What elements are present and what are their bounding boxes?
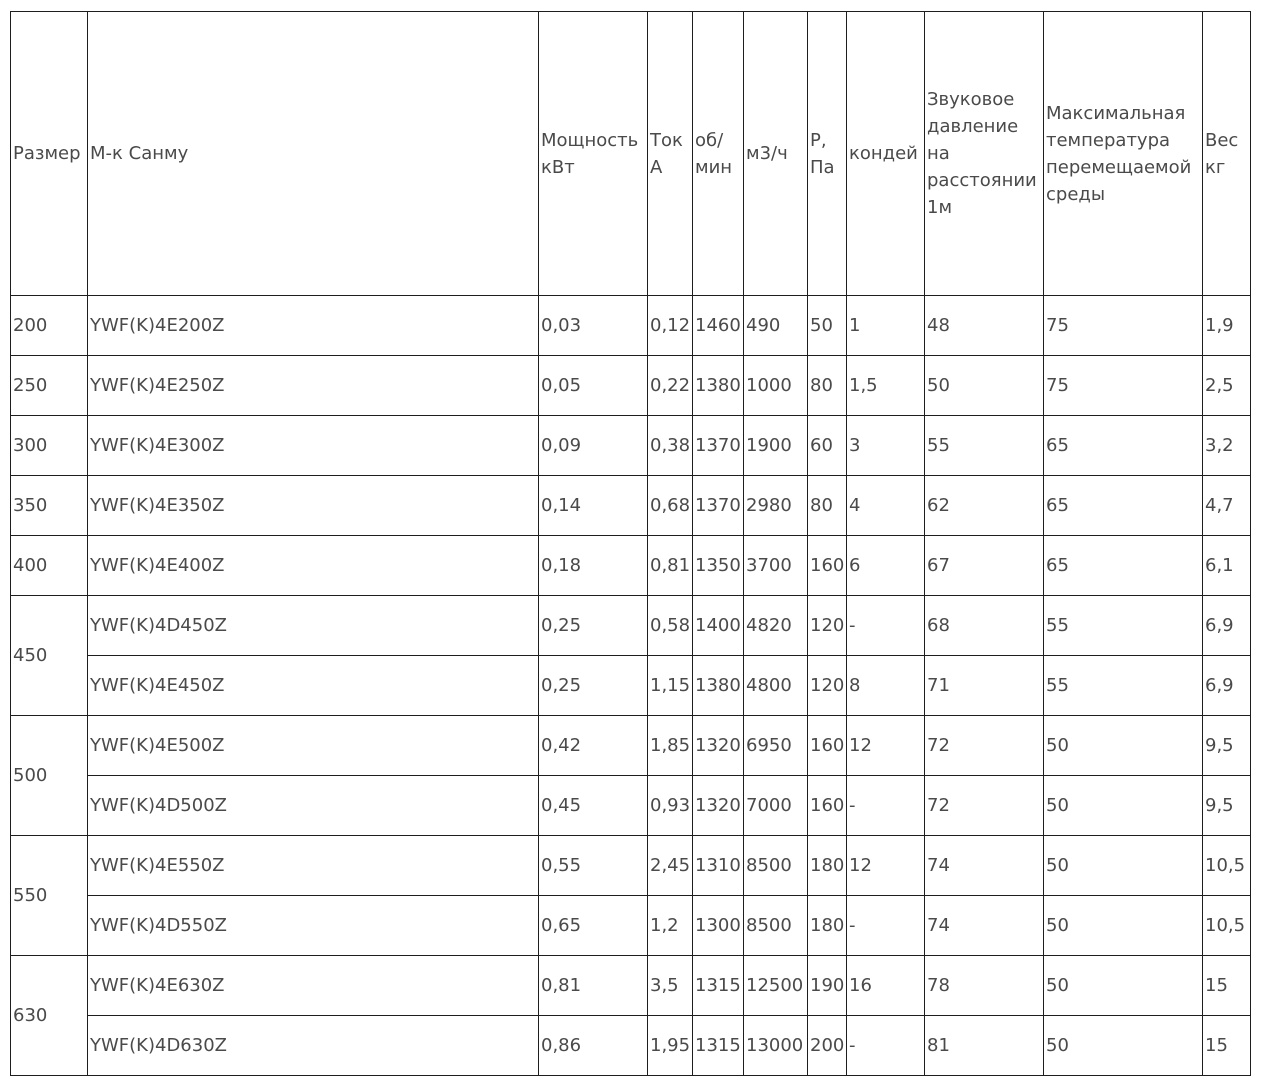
cell-current: 0,38 xyxy=(648,416,693,476)
header-temp xyxy=(1044,12,1203,296)
cell-current: 0,12 xyxy=(648,296,693,356)
cell-rpm: 1320 xyxy=(693,716,744,776)
table-row xyxy=(11,896,1251,956)
cell-temp: 50 xyxy=(1044,716,1203,776)
header-power-line: кВт xyxy=(541,156,575,178)
cell-cond: 12 xyxy=(847,716,925,776)
cell-rpm: 1315 xyxy=(693,956,744,1016)
cell-current: 1,85 xyxy=(648,716,693,776)
cell-cond: 16 xyxy=(847,956,925,1016)
cell-temp: 55 xyxy=(1044,656,1203,716)
table-row xyxy=(11,596,1251,656)
cell-cond: 1 xyxy=(847,296,925,356)
cell-model: YWF(K)4D450Z xyxy=(88,596,539,656)
cell-noise: 72 xyxy=(925,716,1044,776)
cell-pressure: 160 xyxy=(808,716,847,776)
header-pressure xyxy=(808,12,847,296)
header-rpm-line: об/ xyxy=(695,129,724,151)
header-cond-label: кондей xyxy=(849,143,918,164)
cell-flow: 2980 xyxy=(744,476,808,536)
cell-cond: - xyxy=(847,776,925,836)
cell-flow: 7000 xyxy=(744,776,808,836)
cell-size: 550 xyxy=(11,836,88,956)
cell-pressure: 200 xyxy=(808,1016,847,1076)
cell-cond: - xyxy=(847,1016,925,1076)
cell-rpm: 1310 xyxy=(693,836,744,896)
cell-current: 0,22 xyxy=(648,356,693,416)
header-temp-line: температура xyxy=(1046,129,1171,151)
cell-current: 3,5 xyxy=(648,956,693,1016)
cell-size: 630 xyxy=(11,956,88,1076)
cell-size: 500 xyxy=(11,716,88,836)
cell-power: 0,86 xyxy=(539,1016,648,1076)
header-noise-line: на xyxy=(927,143,950,164)
header-row xyxy=(11,12,1251,296)
cell-flow: 8500 xyxy=(744,836,808,896)
header-rpm xyxy=(693,12,744,296)
cell-rpm: 1320 xyxy=(693,776,744,836)
header-noise-line: Звуковое xyxy=(927,89,1015,110)
cell-noise: 62 xyxy=(925,476,1044,536)
cell-cond: 4 xyxy=(847,476,925,536)
cell-size: 250 xyxy=(11,356,88,416)
cell-power: 0,25 xyxy=(539,656,648,716)
cell-noise: 72 xyxy=(925,776,1044,836)
cell-weight: 3,2 xyxy=(1203,416,1251,476)
header-flow xyxy=(744,12,808,296)
cell-flow: 1900 xyxy=(744,416,808,476)
header-noise xyxy=(925,12,1044,296)
cell-noise: 74 xyxy=(925,836,1044,896)
cell-flow: 12500 xyxy=(744,956,808,1016)
cell-temp: 65 xyxy=(1044,536,1203,596)
cell-weight: 6,9 xyxy=(1203,656,1251,716)
cell-rpm: 1300 xyxy=(693,896,744,956)
cell-power: 0,55 xyxy=(539,836,648,896)
cell-weight: 2,5 xyxy=(1203,356,1251,416)
cell-size: 450 xyxy=(11,596,88,716)
cell-rpm: 1380 xyxy=(693,656,744,716)
cell-current: 0,81 xyxy=(648,536,693,596)
header-temp-line: среды xyxy=(1046,183,1106,205)
cell-pressure: 160 xyxy=(808,776,847,836)
cell-temp: 65 xyxy=(1044,416,1203,476)
cell-rpm: 1460 xyxy=(693,296,744,356)
cell-flow: 8500 xyxy=(744,896,808,956)
cell-cond: 3 xyxy=(847,416,925,476)
cell-power: 0,14 xyxy=(539,476,648,536)
cell-pressure: 190 xyxy=(808,956,847,1016)
cell-pressure: 180 xyxy=(808,896,847,956)
cell-flow: 1000 xyxy=(744,356,808,416)
cell-flow: 490 xyxy=(744,296,808,356)
cell-model: YWF(K)4E400Z xyxy=(88,536,539,596)
cell-weight: 4,7 xyxy=(1203,476,1251,536)
cell-power: 0,42 xyxy=(539,716,648,776)
header-cond xyxy=(847,12,925,296)
table-row xyxy=(11,836,1251,896)
cell-temp: 50 xyxy=(1044,776,1203,836)
cell-weight: 9,5 xyxy=(1203,776,1251,836)
cell-temp: 50 xyxy=(1044,896,1203,956)
cell-model: YWF(K)4E300Z xyxy=(88,416,539,476)
cell-weight: 15 xyxy=(1203,1016,1251,1076)
header-weight-line: Вес xyxy=(1205,129,1239,151)
header-model xyxy=(88,12,539,296)
table-body xyxy=(11,296,1251,1076)
table-header xyxy=(11,12,1251,296)
cell-noise: 48 xyxy=(925,296,1044,356)
cell-model: YWF(K)4E250Z xyxy=(88,356,539,416)
cell-noise: 74 xyxy=(925,896,1044,956)
cell-temp: 65 xyxy=(1044,476,1203,536)
cell-power: 0,05 xyxy=(539,356,648,416)
cell-flow: 6950 xyxy=(744,716,808,776)
cell-noise: 78 xyxy=(925,956,1044,1016)
cell-noise: 55 xyxy=(925,416,1044,476)
cell-cond: 1,5 xyxy=(847,356,925,416)
header-power-line: Мощность xyxy=(541,129,639,151)
table-row xyxy=(11,536,1251,596)
table-row xyxy=(11,416,1251,476)
cell-weight: 6,9 xyxy=(1203,596,1251,656)
table-row xyxy=(11,776,1251,836)
cell-noise: 81 xyxy=(925,1016,1044,1076)
header-model-label: М-к Санму xyxy=(90,143,189,164)
cell-weight: 9,5 xyxy=(1203,716,1251,776)
cell-noise: 71 xyxy=(925,656,1044,716)
cell-current: 1,15 xyxy=(648,656,693,716)
header-rpm-line: мин xyxy=(695,156,733,178)
cell-cond: - xyxy=(847,596,925,656)
cell-current: 2,45 xyxy=(648,836,693,896)
cell-power: 0,09 xyxy=(539,416,648,476)
cell-flow: 13000 xyxy=(744,1016,808,1076)
cell-flow: 3700 xyxy=(744,536,808,596)
table-row xyxy=(11,716,1251,776)
cell-cond: 12 xyxy=(847,836,925,896)
cell-model: YWF(K)4E350Z xyxy=(88,476,539,536)
cell-pressure: 160 xyxy=(808,536,847,596)
cell-noise: 67 xyxy=(925,536,1044,596)
header-size xyxy=(11,12,88,296)
cell-weight: 15 xyxy=(1203,956,1251,1016)
cell-model: YWF(K)4E200Z xyxy=(88,296,539,356)
cell-model: YWF(K)4D500Z xyxy=(88,776,539,836)
cell-weight: 10,5 xyxy=(1203,836,1251,896)
cell-current: 1,2 xyxy=(648,896,693,956)
cell-cond: 8 xyxy=(847,656,925,716)
table-row xyxy=(11,956,1251,1016)
header-weight-line: кг xyxy=(1205,156,1226,178)
cell-pressure: 180 xyxy=(808,836,847,896)
cell-size: 200 xyxy=(11,296,88,356)
header-current-line: Ток xyxy=(650,129,683,151)
cell-model: YWF(K)4E550Z xyxy=(88,836,539,896)
cell-flow: 4820 xyxy=(744,596,808,656)
cell-current: 1,95 xyxy=(648,1016,693,1076)
cell-cond: 6 xyxy=(847,536,925,596)
cell-pressure: 60 xyxy=(808,416,847,476)
cell-noise: 50 xyxy=(925,356,1044,416)
cell-power: 0,45 xyxy=(539,776,648,836)
cell-rpm: 1370 xyxy=(693,476,744,536)
cell-size: 300 xyxy=(11,416,88,476)
cell-power: 0,03 xyxy=(539,296,648,356)
cell-model: YWF(K)4D630Z xyxy=(88,1016,539,1076)
header-power xyxy=(539,12,648,296)
cell-pressure: 50 xyxy=(808,296,847,356)
cell-pressure: 120 xyxy=(808,656,847,716)
header-pressure-line: Па xyxy=(810,156,835,178)
header-size-label: Размер xyxy=(13,143,81,164)
cell-rpm: 1380 xyxy=(693,356,744,416)
cell-rpm: 1400 xyxy=(693,596,744,656)
table-row xyxy=(11,656,1251,716)
header-temp-line: Максимальная xyxy=(1046,102,1186,124)
cell-current: 0,58 xyxy=(648,596,693,656)
header-noise-line: 1м xyxy=(927,197,953,218)
cell-temp: 50 xyxy=(1044,836,1203,896)
cell-current: 0,93 xyxy=(648,776,693,836)
table-row xyxy=(11,476,1251,536)
cell-power: 0,65 xyxy=(539,896,648,956)
cell-current: 0,68 xyxy=(648,476,693,536)
cell-power: 0,18 xyxy=(539,536,648,596)
cell-model: YWF(K)4E630Z xyxy=(88,956,539,1016)
cell-weight: 6,1 xyxy=(1203,536,1251,596)
cell-weight: 1,9 xyxy=(1203,296,1251,356)
cell-power: 0,25 xyxy=(539,596,648,656)
cell-size: 400 xyxy=(11,536,88,596)
cell-temp: 50 xyxy=(1044,1016,1203,1076)
cell-size: 350 xyxy=(11,476,88,536)
header-noise-line: расстоянии xyxy=(927,170,1037,191)
header-current-line: А xyxy=(650,156,663,178)
cell-weight: 10,5 xyxy=(1203,896,1251,956)
table-row xyxy=(11,296,1251,356)
cell-flow: 4800 xyxy=(744,656,808,716)
cell-temp: 75 xyxy=(1044,356,1203,416)
cell-temp: 75 xyxy=(1044,296,1203,356)
cell-pressure: 80 xyxy=(808,476,847,536)
table-row xyxy=(11,356,1251,416)
cell-cond: - xyxy=(847,896,925,956)
header-weight xyxy=(1203,12,1251,296)
header-flow-label: м3/ч xyxy=(746,143,788,164)
header-temp-line: перемещаемой xyxy=(1046,156,1192,178)
header-noise-line: давление xyxy=(927,116,1019,137)
fan-spec-table xyxy=(10,11,1251,1076)
cell-model: YWF(K)4E450Z xyxy=(88,656,539,716)
header-current xyxy=(648,12,693,296)
cell-temp: 50 xyxy=(1044,956,1203,1016)
cell-rpm: 1315 xyxy=(693,1016,744,1076)
cell-rpm: 1350 xyxy=(693,536,744,596)
cell-pressure: 80 xyxy=(808,356,847,416)
cell-pressure: 120 xyxy=(808,596,847,656)
cell-model: YWF(K)4E500Z xyxy=(88,716,539,776)
cell-temp: 55 xyxy=(1044,596,1203,656)
header-pressure-line: P, xyxy=(810,129,827,151)
cell-model: YWF(K)4D550Z xyxy=(88,896,539,956)
cell-rpm: 1370 xyxy=(693,416,744,476)
cell-noise: 68 xyxy=(925,596,1044,656)
cell-power: 0,81 xyxy=(539,956,648,1016)
table-row xyxy=(11,1016,1251,1076)
spec-table-container xyxy=(10,11,1251,1076)
